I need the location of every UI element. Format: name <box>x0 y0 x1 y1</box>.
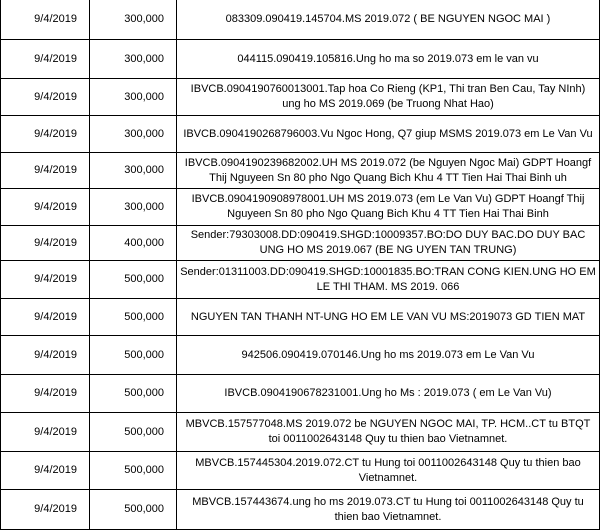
description-cell: 942506.090419.070146.Ung ho ms 2019.073 em Le Van Vu <box>177 336 600 375</box>
amount-cell: 400,000 <box>90 226 177 261</box>
description-cell: MBVCB.157443674.ung ho ms 2019.073.CT tu Hung toi 0011002643148 Quy tu thien bao Vietnamnet. <box>177 490 600 530</box>
table-row <box>1 452 600 490</box>
description-cell: 044115.090419.105816.Ung ho ma so 2019.073 em le van vu <box>177 40 600 79</box>
amount-cell: 300,000 <box>90 40 177 79</box>
description-cell: Sender:79303008.DD:090419.SHGD:10009357.BO:DO DUY BAC.DO DUY BAC UNG HO MS 2019.067 (BE NG UYEN TAN TRUNG) <box>177 226 600 261</box>
table-row <box>1 153 600 189</box>
amount-cell: 500,000 <box>90 299 177 336</box>
table-body <box>1 0 600 530</box>
date-cell: 9/4/2019 <box>1 375 90 413</box>
amount-cell: 500,000 <box>90 375 177 413</box>
date-cell: 9/4/2019 <box>1 490 90 530</box>
table-row <box>1 116 600 153</box>
amount-cell: 500,000 <box>90 452 177 490</box>
table-row <box>1 375 600 413</box>
description-cell: MBVCB.157445304.2019.072.CT tu Hung toi 0011002643148 Quy tu thien bao Vietnamnet. <box>177 452 600 490</box>
date-cell: 9/4/2019 <box>1 116 90 153</box>
description-cell: MBVCB.157577048.MS 2019.072 be NGUYEN NGOC MAI, TP. HCM..CT tu BTQT toi 0011002643148 Quy tu thien bao Vietnamnet. <box>177 413 600 452</box>
amount-cell: 300,000 <box>90 0 177 40</box>
amount-cell: 300,000 <box>90 153 177 189</box>
date-cell: 9/4/2019 <box>1 189 90 226</box>
description-cell: NGUYEN TAN THANH NT-UNG HO EM LE VAN VU MS:2019073 GD TIEN MAT <box>177 299 600 336</box>
table-row <box>1 189 600 226</box>
amount-cell: 500,000 <box>90 490 177 530</box>
amount-cell: 300,000 <box>90 116 177 153</box>
amount-cell: 300,000 <box>90 79 177 116</box>
table-row <box>1 0 600 40</box>
table-row <box>1 261 600 299</box>
amount-cell: 500,000 <box>90 261 177 299</box>
description-cell: IBVCB.0904190678231001.Ung ho Ms : 2019.073 ( em Le Van Vu) <box>177 375 600 413</box>
description-cell: Sender:01311003.DD:090419.SHGD:10001835.BO:TRAN CONG KIEN.UNG HO EM LE THI THAM. MS 2019. 066 <box>177 261 600 299</box>
amount-cell: 500,000 <box>90 413 177 452</box>
table-row <box>1 79 600 116</box>
date-cell: 9/4/2019 <box>1 153 90 189</box>
description-cell: IBVCB.0904190268796003.Vu Ngoc Hong, Q7 giup MSMS 2019.073 em Le Van Vu <box>177 116 600 153</box>
description-cell: 083309.090419.145704.MS 2019.072 ( BE NGUYEN NGOC MAI ) <box>177 0 600 40</box>
date-cell: 9/4/2019 <box>1 226 90 261</box>
description-cell: IBVCB.0904190908978001.UH MS 2019.073 (em Le Van Vu) GDPT Hoangf Thij Nguyeen Sn 80 pho Ngo Quang Bich Khu 4 TT Tien Hai Thai Binh <box>177 189 600 226</box>
description-cell: IBVCB.0904190239682002.UH MS 2019.072 (be Nguyen Ngoc Mai) GDPT Hoangf Thij Nguyeen Sn 80 pho Ngo Quang Bich Khu 4 TT Tien Hai Thai Binh uh <box>177 153 600 189</box>
date-cell: 9/4/2019 <box>1 0 90 40</box>
table-row <box>1 490 600 530</box>
amount-cell: 500,000 <box>90 336 177 375</box>
table-row <box>1 413 600 452</box>
table-row <box>1 299 600 336</box>
date-cell: 9/4/2019 <box>1 452 90 490</box>
date-cell: 9/4/2019 <box>1 336 90 375</box>
table-row <box>1 336 600 375</box>
date-cell: 9/4/2019 <box>1 413 90 452</box>
table-row <box>1 226 600 261</box>
table-row <box>1 40 600 79</box>
description-cell: IBVCB.0904190760013001.Tap hoa Co Rieng (KP1, Thi tran Ben Cau, Tay NInh) ung ho MS 2019.069 (be Truong Nhat Hao) <box>177 79 600 116</box>
date-cell: 9/4/2019 <box>1 299 90 336</box>
date-cell: 9/4/2019 <box>1 261 90 299</box>
date-cell: 9/4/2019 <box>1 79 90 116</box>
date-cell: 9/4/2019 <box>1 40 90 79</box>
amount-cell: 300,000 <box>90 189 177 226</box>
